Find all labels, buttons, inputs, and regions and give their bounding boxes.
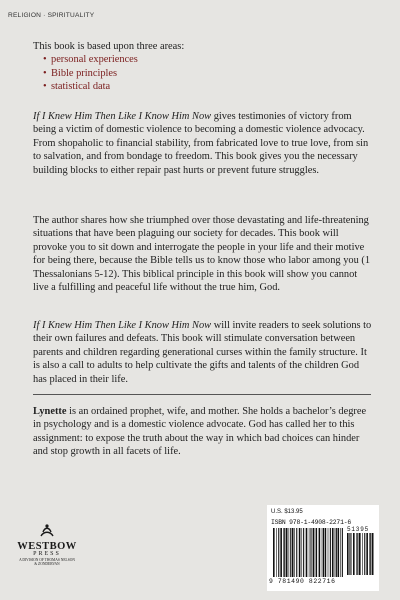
barcode-bar [357,533,358,575]
barcode-bar [306,528,308,577]
barcode-bar [303,528,304,577]
publisher-press: PRESS [33,551,61,557]
barcode-bar [315,528,316,577]
description-paragraph-1 [33,110,375,177]
barcode-bar [319,528,321,577]
barcode-bar [342,528,343,577]
barcode-bar [309,528,310,577]
barcode-bar [313,528,315,577]
barcode-bar [330,528,331,577]
barcode-bar [347,533,349,575]
author-bio [33,405,375,459]
publisher-logo [14,522,80,566]
description-paragraph-3 [33,319,375,386]
ean-barcode [273,528,343,577]
barcode-bar [284,528,285,577]
barcode-bar [322,528,323,577]
barcode-bar [356,533,357,575]
publisher-name: WESTBOW [17,541,77,552]
barcode-bar [278,528,279,577]
bio-text: is an ordained prophet, wife, and mother. She holds a bachelor’s degree in psychology and is a domestic violence advocate. God has called her to this assignment: to expose the truth about the way in which bad choices can hinder and stop growth in all facets of life. [33,406,367,458]
areas-list [33,53,375,93]
author-name: Lynette [33,406,67,417]
barcode-bar [310,528,311,577]
barcode-bar [301,528,302,577]
barcode-panel [267,505,379,591]
addon-barcode [347,533,375,575]
book-title: If I Knew Him Then Like I Know Him Now [33,111,212,122]
barcode-bar [340,528,341,577]
barcode-bar [283,528,284,577]
barcode-bar [280,528,282,577]
description-paragraph-2: The author shares how she triumphed over those devastating and life-threatening situations that have been plaguing our society for decades. This book will provoke you to sit down and interrogate the people in your life and their motive for being there, because the Bible tells us to know those who labor among you (1 Thessalonians 5-12). This biblical principle in this book will show you cannot live a fulfilling and peaceful life without the true him, God. [33,215,371,294]
publisher-division [14,558,80,566]
barcode-bar [296,528,297,577]
barcode-bar [353,533,355,575]
barcode-bar [366,533,368,575]
publisher-division-line-1: A DIVISION OF THOMAS NELSON [19,558,75,562]
area-item: • Bible principles [43,67,375,80]
barcode-bar [292,528,294,577]
barcode-bar [290,528,291,577]
barcode-bar [372,533,374,575]
intro-section [33,40,375,94]
area-item: • statistical data [43,80,375,93]
barcode-bar [362,533,363,575]
paragraph-text: gives testimonies of victory from being a victim of domestic violence to becoming a domestic violence advocacy. From shopaholic to financial stability, from fabricated love to true love, from sin to salvation, and from bondage to freedom. This book gives you the necessary building blocks to either repair past hurts or prevent future struggles. [33,111,369,176]
area-item: • personal experiences [43,53,375,66]
section-divider [33,394,371,395]
barcode-bar [369,533,370,575]
barcode-bar [359,533,361,575]
barcode-bar [273,528,275,577]
barcode-bar [276,528,277,577]
barcode-bar [286,528,288,577]
barcode-bar [349,533,350,575]
barcode-bar [364,533,365,575]
price-label: U.S. $13.95 [271,509,303,515]
barcode-bar [336,528,337,577]
barcode-bar [299,528,301,577]
barcode-bar [335,528,336,577]
barcode-bar [370,533,371,575]
barcode-bar [338,528,340,577]
barcode-digits: 9 781490 822716 [269,578,336,585]
barcode-bar [332,528,334,577]
book-title: If I Knew Him Then Like I Know Him Now [33,320,212,331]
publisher-division-line-2: & ZONDERVAN [34,562,60,567]
barcode-bar [325,528,327,577]
category-label: RELIGION · SPIRITUALITY [8,12,95,19]
addon-digits: 51395 [347,526,370,533]
barcode-bar [328,528,329,577]
paragraph-text: will invite readers to seek solutions to their own failures and defeats. This book will stimulate conversation between parents and children regarding generational curses within the family structure. It is also a call to adults to help cultivate the gifts and talents of the children God has placed in their life. [33,320,372,385]
barcode-bar [289,528,290,577]
isbn-label: ISBN 978-1-4908-2271-6 [271,519,351,526]
publisher-emblem-icon [38,522,56,540]
barcode-bar [323,528,324,577]
barcode-bar [350,533,351,575]
barcode-bar [316,528,317,577]
barcode-bar [294,528,295,577]
intro-text: This book is based upon three areas: [33,41,185,52]
